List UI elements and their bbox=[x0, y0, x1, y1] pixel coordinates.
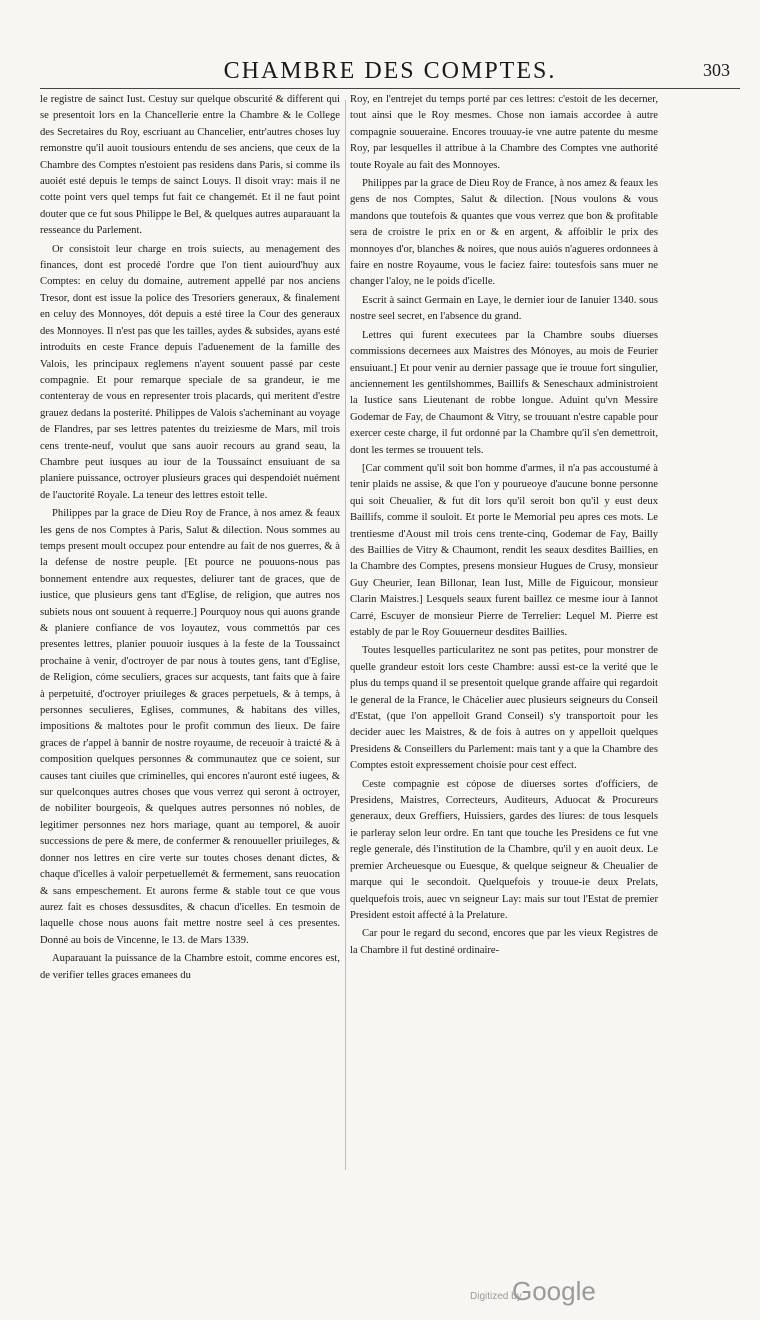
column-gutter bbox=[345, 100, 346, 1170]
google-logo: Google bbox=[512, 1276, 596, 1306]
paragraph: Philippes par la grace de Dieu Roy de France, à nos amez & feaux les gens de nos Comptes à Paris, Salut & dilection. Nous sommes au temps present moult occupez pour entendre au fait de nos guerres, & à la defense de nostre peuple. [Et pource ne pouuons-nous pas bonnement entendre aux requestes, deliurer tant de graces, que de iustice, que plusieurs gens tant d'Eglise, de religion, que autres nos subiets nous ont souuent à requerre.] Pourquoy nous qui auons grande & planiere confiance de vos loyautez, vous commettós par ces presentes lettres, planier pouuoir iusques à la feste de la Toussainct prochaine à venir, d'octroyer de par nous à toutes gens, tant d'Eglise, de Religion, cóme seculiers, graces sur acquests, tant faits que à faire à perpetuité, d'octroyer priuileges & graces perpetuels, & à temps, à personnes seculieres, Eglises, communes, & habitans des villes, impositions & maltotes pour le profit commun des lieux. De faire graces de r'appel à bannir de nostre royaume, de receuoir à traicté & à composition quelques personnes & communautez que ce soient, sur causes tant ciuiles que criminelles, qui encores n'auront esté iugees, & sur quelconques autres choses que vous verrez qui seront à octroyer, de nobiliter bourgeois, & quelques autres personnes nó nobles, de legitimer personnes nez hors mariage, quant au temporel, & auoir successions de pere & mere, de confermer & renouueller priuileges, & donner nos lettres en cire verte sur toutes choses denant dictes, & chaque d'icelles à valoir perpetuellemét & fermement, sans reuocation & sans empeschement. Et aurons ferme & stable tout ce que vous aurez fait es choses dessusdites, & chacun d'icelles. En tesmoin de laquelle chose nous auons fait mettre nostre seel à ces presentes. Donné au bois de Vincenne, le 13. de Mars 1339. bbox=[40, 508, 340, 946]
paragraph: Escrit à sainct Germain en Laye, le dernier iour de Ianuier 1340. sous nostre seel secret, en l'absence du grand. bbox=[350, 294, 658, 323]
paragraph: Ceste compagnie est cópose de diuerses sortes d'officiers, de Presidens, Maistres, Correcteurs, Auditeurs, Aduocat & Procureurs generaux, deux Greffiers, Huissiers, gardes des liures: de tous lesquels ie parleray selon leur ordre. En tant que touche les Presidens ce fut vne regle generale, dés l'institution de la Chambre, qu'il y en auoit deux. Le premier Archeuesque ou Euesque, & quelque seigneur & Cheualier de marque qui le secondoit. Quelquefois y trouue-ie deux Prelats, quelquefois trois, auec vn seigneur Lay: mais sur tout l'Estat de premier President estoit affecté à la Prelature. bbox=[350, 778, 658, 921]
page-number: 303 bbox=[703, 60, 730, 80]
paragraph: Car pour le regard du second, encores que par les vieux Registres de la Chambre il fut destiné ordinaire- bbox=[350, 928, 658, 956]
running-title: CHAMBRE DES COMPTES. bbox=[223, 58, 557, 84]
header-rule bbox=[40, 88, 740, 89]
digitized-watermark bbox=[470, 1276, 670, 1310]
left-column bbox=[40, 92, 340, 984]
paragraph: le registre de sainct Iust. Cestuy sur quelque obscurité & different qui se presentoit lors en la Chancellerie entre la Chambre & le College des Secretaires du Roy, escriuant au Chancelier, entr'autres choses luy remonstre qu'il auoit tousiours entendu de ses anciens, que ceux de la Chambre des Comptes n'estoient pas residens dans Paris, si comme ils auoiét esté depuis le temps de sainct Louys. Il disoit vray: mais il ne cotte point vers quel temps fut fait ce changemét. Et il ne faut point douter que ce fut sous Philippe le Bel, & quelques autres auparauant la resseance du Parlement. bbox=[40, 94, 340, 237]
paragraph: [Car comment qu'il soit bon homme d'armes, il n'a pas accoustumé à tenir plaids ne assise, & que l'on y pourueoye d'aucune bonne personne qui soit Cheualier, & fut dit lors qu'il seroit bon qu'il y eust deux Baillifs, comme il souloit. Et porte le Memorial peu apres ces mots. Le trentiesme d'Aoust mil trois cens trente-cinq, Godemar de Fay, Bailly des Baillies de Vitry & Chaumont, rendit les seaux desdites Baillies, en la Chambre des Comptes, presens monsieur Hugues de Crusy, monsieur Guy Cheurier, Iean Billonar, Iean Iust, Mille de Figuicour, monsieur Clarin Maistres.] Lesquels seaux furent baillez ce mesme iour à Iannot Carré, Escuyer de monsieur Pierre de Terrelier: Lequel M. Pierre est estably de par le Roy Gouuerneur desdites Baillies. bbox=[350, 462, 658, 638]
paragraph: Toutes lesquelles particularitez ne sont pas petites, pour monstrer de quelle grandeur estoit lors ceste Chambre: aussi est-ce la verité que le plus du temps quand il se presentoit quelque grande affaire qui regardoit le general de la France, le Chácelier auec plusieurs seigneurs du Conseil d'Estat, (que l'on appelloit Grand Conseil) s'y transportoit pour les decider auec les Maistres, & de fois à autres on y appelloit quelques Presidens & Conseillers du Parlement: mais tant y a que la Chambre des Comptes estoit expressement choisie pour cest effect. bbox=[350, 645, 658, 772]
paragraph: Philippes par la grace de Dieu Roy de France, à nos amez & feaux les gens de nos Comptes, Salut & dilection. [Nous voulons & vous mandons que toutefois & quantes que vous verrez que bon & profitable sera de croistre le prix en or & en argent, & affoiblir le prix des monnoyes d'or, blanches & noires, que nous auiós n'agueres ordonnees à faire en nostre Royaume, vous le faciez faire: toutesfois sans muer ne changer l'aloy, ne le poids d'icelle. bbox=[350, 178, 658, 288]
page-header bbox=[40, 58, 740, 94]
right-column bbox=[350, 92, 658, 959]
paragraph: Or consistoit leur charge en trois suiects, au menagement des finances, dont est procedé l'ordre que l'on tient auiourd'huy aux Comptes: en celuy du domaine, autrement appellé par nos anciens Tresor, dont est issue la police des Tresoriers generaux, & finalement en celuy des Monnoyes, dót depuis a esté tiree la Cour des generaux des Monnoyes. Il n'est pas que les tailles, aydes & subsides, ayans esté introduits en ceste France depuis l'aduenement de la famille des Valois, les principaux reglemens n'ayent souuent passé par ceste compagnie. Et pour remarque speciale de sa grandeur, ie me contenteray de vous en representer trois placards, qui meritent d'estre grauez dedans la posterité. Philippes de Valois s'acheminant au voyage de Flandres, par ses lettres patentes du treiziesme de Mars, mil trois cens trente-neuf, voulut que sans auoir recours au grand seau, la Chambre peut iusques au iour de la Toussainct ensuiuant de sa planiere puissance, octroyer plusieurs graces qui despendoiét nuément de l'auctorité Royale. La teneur des lettres estoit telle. bbox=[40, 243, 340, 501]
paragraph: Auparauant la puissance de la Chambre estoit, comme encores est, de verifier telles graces emanees du bbox=[40, 953, 340, 981]
watermark-prefix: Digitized by bbox=[470, 1291, 522, 1302]
paragraph: Lettres qui furent executees par la Chambre soubs diuerses commissions decernees aux Maistres des Mónoyes, au mois de Feurier ensuiuant.] Et pour venir au dernier passage que ie trouue fort singulier, anciennement les gentilshommes, Baillifs & Seneschaux administroient la Iustice sans Lieutenant de robbe longue. Aduint qu'vn Messire Godemar de Fay, de Chaumont & Vitry, se trouuant n'estre capable pour exercer ceste charge, il fut ordonné par la Chambre qu'il s'en demettroit, dont les termes se trouuent tels. bbox=[350, 329, 658, 456]
paragraph: Roy, en l'entrejet du temps porté par ces lettres: c'estoit de les decerner, tout ainsi que le Roy mesmes. Chose non iamais accordee à autre compagnie souueraine. Encores trouuay-ie vne autre patente du mesme Roy, par lesquelles il attribue à la Chambre des Comptes vne authorité toute Royale au fait des Monnoyes. bbox=[350, 94, 658, 171]
